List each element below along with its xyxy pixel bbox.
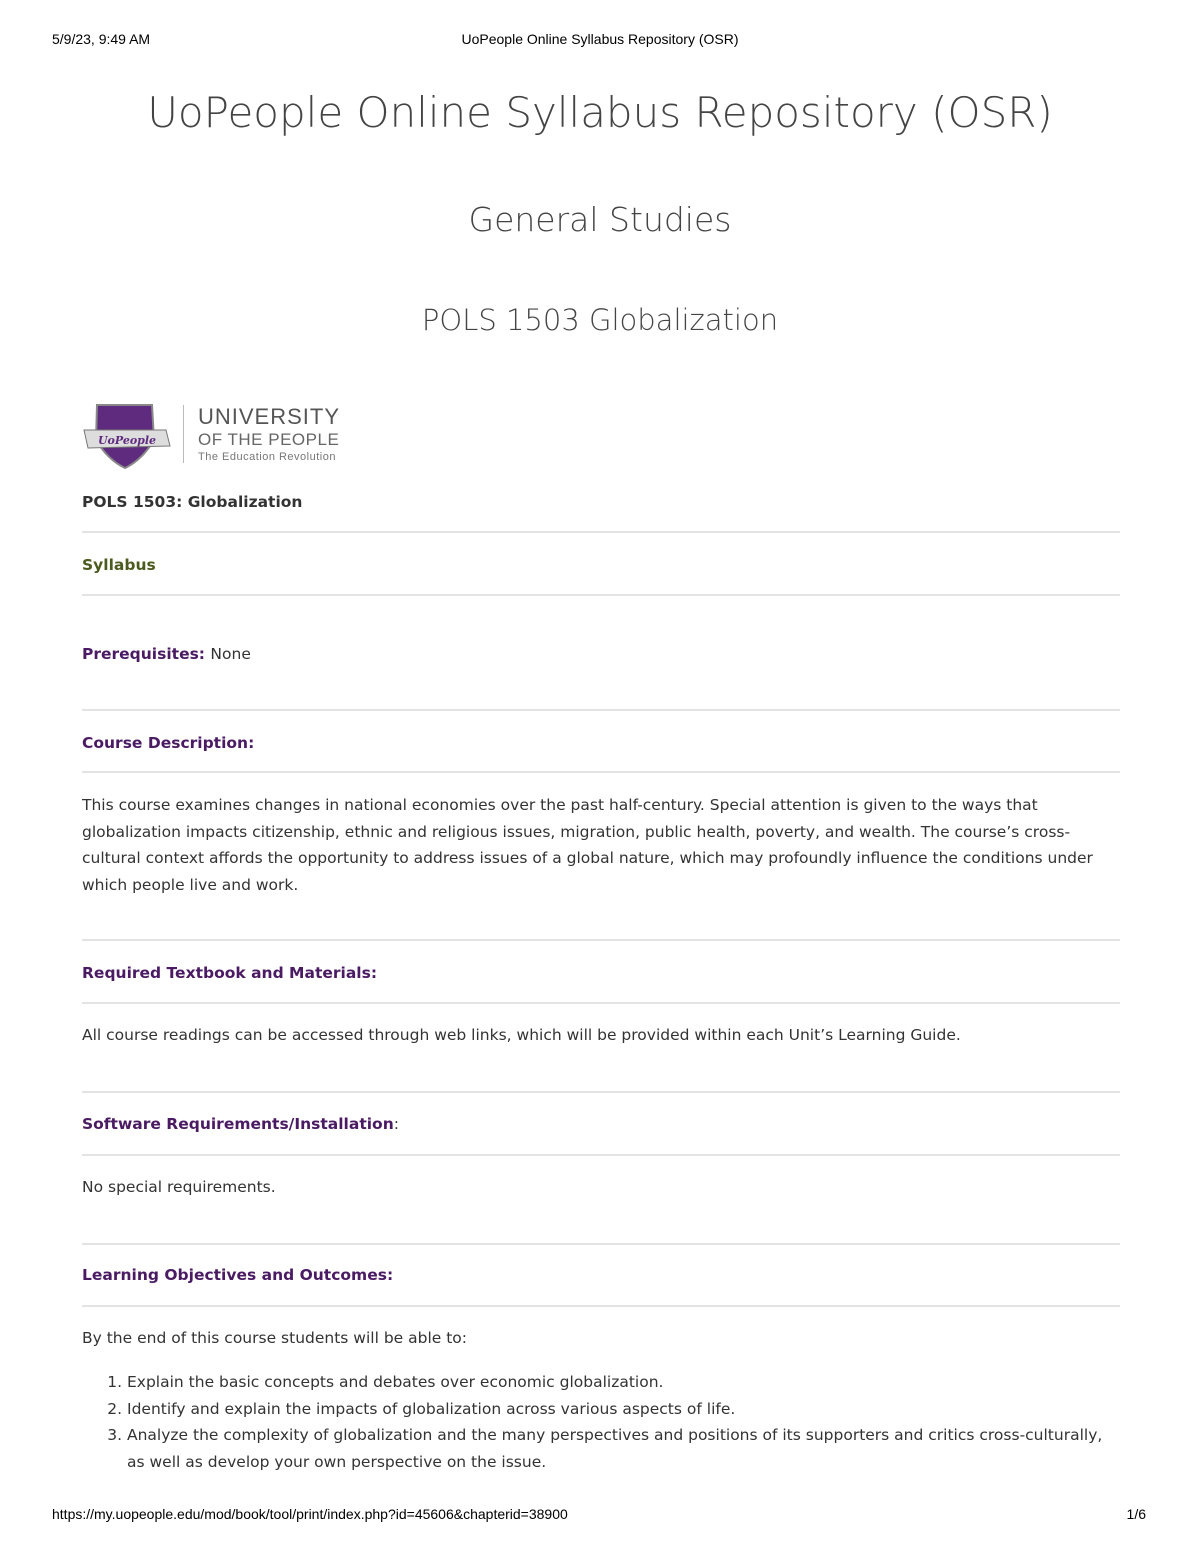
textbook-text: All course readings can be accessed through web links, which will be provided within each Unit’s Learning Guide. bbox=[82, 1026, 961, 1044]
objectives-intro: By the end of this course students will be able to: bbox=[82, 1329, 468, 1347]
objective-item: 1. Explain the basic concepts and debates over economic globalization. bbox=[127, 1369, 1122, 1396]
divider bbox=[82, 1154, 1120, 1156]
divider bbox=[82, 709, 1120, 711]
software-heading: Software Requirements/Installation: bbox=[82, 1115, 399, 1133]
prerequisites-value: None bbox=[210, 645, 251, 663]
divider bbox=[82, 771, 1120, 773]
chapter-title: Syllabus bbox=[82, 556, 156, 574]
category-title: General Studies bbox=[468, 200, 732, 239]
software-text: No special requirements. bbox=[82, 1178, 276, 1196]
objectives-heading: Learning Objectives and Outcomes: bbox=[82, 1266, 394, 1284]
svg-text:UoPeople: UoPeople bbox=[97, 434, 157, 447]
divider bbox=[82, 594, 1120, 596]
prerequisites-label: Prerequisites: bbox=[82, 645, 206, 663]
divider bbox=[82, 1243, 1120, 1245]
course-description-heading: Course Description: bbox=[82, 734, 255, 752]
print-page-title: UoPeople Online Syllabus Repository (OSR) bbox=[461, 31, 739, 47]
logo-line1: UNIVERSITY bbox=[198, 404, 341, 429]
shield-logo-icon bbox=[82, 400, 172, 470]
print-datetime: 5/9/23, 9:49 AM bbox=[52, 31, 151, 47]
divider bbox=[82, 1305, 1120, 1307]
objectives-list bbox=[82, 1369, 1122, 1475]
divider bbox=[82, 1002, 1120, 1004]
logo-tagline: The Education Revolution bbox=[198, 451, 336, 463]
divider bbox=[82, 939, 1120, 941]
textbook-heading: Required Textbook and Materials: bbox=[82, 964, 378, 982]
book-title: POLS 1503: Globalization bbox=[82, 493, 303, 511]
print-url: https://my.uopeople.edu/mod/book/tool/print/index.php?id=45606&chapterid=38900 bbox=[52, 1506, 568, 1522]
print-page-number: 1/6 bbox=[1126, 1506, 1146, 1522]
prerequisites bbox=[82, 645, 251, 663]
divider bbox=[82, 531, 1120, 533]
divider bbox=[82, 1091, 1120, 1093]
logo-line2: OF THE PEOPLE bbox=[198, 430, 340, 449]
course-title: POLS 1503 Globalization bbox=[421, 303, 779, 337]
course-description-text: This course examines changes in national economies over the past half-century. Special attention is given to the ways that globalization impacts citizenship, ethnic and religious issues, migration, public health, poverty, and wealth. The course’s cross-cultural context affords the opportunity to address issues of a global nature, which may profoundly influence the conditions under which people live and work. bbox=[82, 796, 1093, 894]
objective-item: 2. Identify and explain the impacts of globalization across various aspects of life. bbox=[127, 1396, 1122, 1423]
page-title: UoPeople Online Syllabus Repository (OSR) bbox=[147, 88, 1053, 137]
objective-item: 3. Analyze the complexity of globalization and the many perspectives and positions of its supporters and critics cross-culturally, as well as develop your own perspective on the issue. bbox=[127, 1422, 1122, 1475]
university-logo bbox=[82, 400, 362, 470]
